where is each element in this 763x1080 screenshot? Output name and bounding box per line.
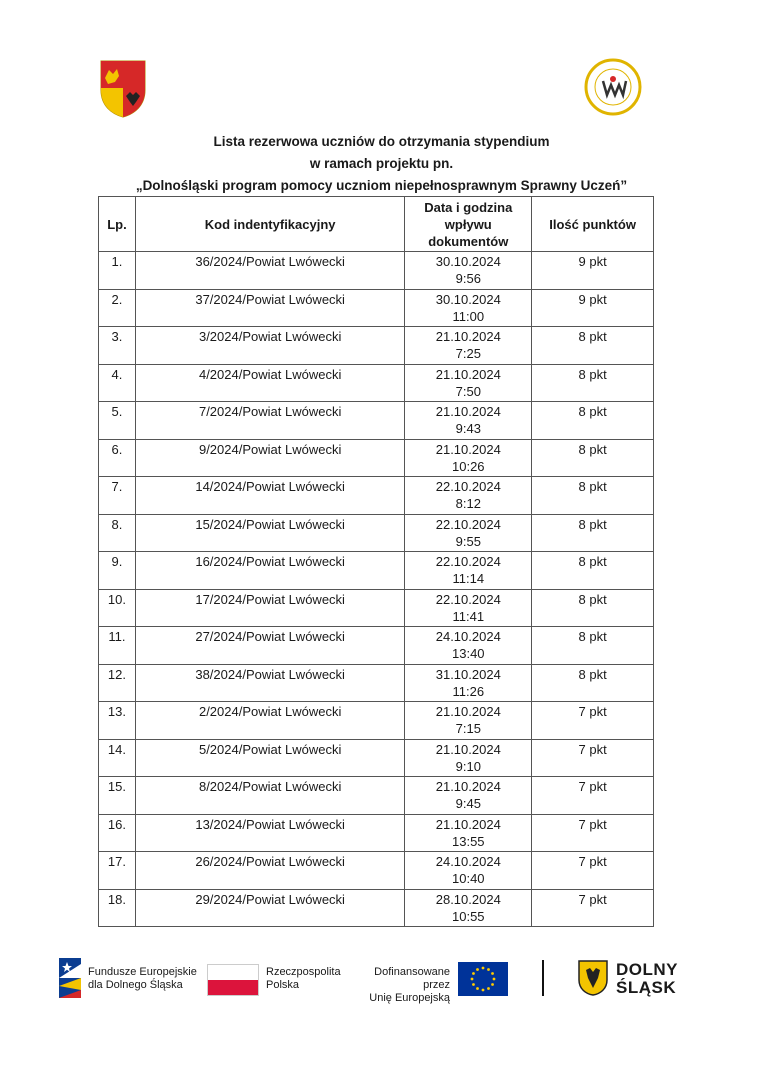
row-lp	[99, 889, 136, 927]
row-kod	[135, 702, 404, 740]
row-lp	[99, 364, 136, 402]
row-date-time-date: 21.10.2024	[435, 704, 501, 719]
row-date-time	[405, 252, 532, 290]
row-pkt	[532, 552, 654, 590]
table-row	[99, 627, 654, 665]
european-funds-text	[88, 966, 197, 992]
row-date-time-time: 11:41	[452, 608, 485, 624]
dolny-slask-text	[616, 961, 678, 997]
row-kod	[135, 814, 404, 852]
header-data-line-1: Data i godzina	[424, 199, 513, 215]
row-pkt	[532, 777, 654, 815]
row-date-time-date: 21.10.2024	[435, 816, 501, 832]
row-lp	[99, 664, 136, 702]
row-pkt	[532, 327, 654, 365]
row-kod-kod: 16/2024/Powiat Lwówecki	[195, 554, 345, 569]
row-date-time-date: 30.10.2024	[435, 291, 501, 307]
table-row	[99, 702, 654, 740]
row-kod-kod: 8/2024/Powiat Lwówecki	[198, 779, 342, 794]
header-data	[405, 197, 532, 252]
row-pkt	[532, 814, 654, 852]
row-kod	[135, 252, 404, 290]
table-row	[99, 364, 654, 402]
row-date-time-time: 13:40	[452, 646, 485, 661]
row-lp-lp: 8.	[111, 516, 123, 532]
row-pkt	[532, 364, 654, 402]
dolny-slask-line-1: DOLNY	[616, 960, 678, 979]
row-date-time-time: 11:14	[452, 571, 485, 586]
row-date-time-time: 10:26	[452, 458, 485, 474]
row-date-time	[405, 702, 532, 740]
row-date-time-date: 21.10.2024	[435, 741, 501, 757]
header-kod: Kod indentyfikacyjny	[135, 197, 404, 252]
row-kod	[135, 514, 404, 552]
table-row	[99, 814, 654, 852]
row-kod-kod: 5/2024/Powiat Lwówecki	[198, 741, 342, 757]
row-lp	[99, 589, 136, 627]
row-pkt-pkt: 8 pkt	[578, 441, 607, 457]
rzeczpospolita-line-1: Rzeczpospolita	[266, 966, 341, 978]
row-kod	[135, 402, 404, 440]
european-funds-line-2: dla Dolnego Śląska	[88, 979, 183, 991]
row-date-time-date: 21.10.2024	[435, 779, 501, 794]
polish-flag-icon	[207, 964, 259, 996]
row-pkt-pkt: 8 pkt	[578, 629, 607, 644]
row-lp	[99, 439, 136, 477]
eu-funding-line-2: Unię Europejską	[369, 992, 450, 1004]
eu-flag-icon	[458, 962, 508, 996]
row-kod	[135, 552, 404, 590]
row-lp-lp: 1.	[111, 254, 123, 269]
row-pkt	[532, 889, 654, 927]
header-data-line-3: dokumentów	[428, 233, 509, 249]
row-lp	[99, 552, 136, 590]
row-lp-lp: 9.	[111, 554, 123, 569]
row-kod	[135, 477, 404, 515]
row-pkt	[532, 739, 654, 777]
row-lp-lp: 12.	[107, 666, 126, 682]
row-kod-kod: 27/2024/Powiat Lwówecki	[195, 629, 345, 644]
row-date-time-time: 10:55	[452, 908, 485, 924]
row-kod	[135, 664, 404, 702]
row-pkt	[532, 852, 654, 890]
row-date-time	[405, 514, 532, 552]
row-kod-kod: 17/2024/Powiat Lwówecki	[195, 591, 345, 607]
document-title-line-2: w ramach projektu pn.	[309, 156, 454, 171]
row-pkt-pkt: 8 pkt	[578, 329, 607, 344]
table-row	[99, 514, 654, 552]
row-pkt-pkt: 8 pkt	[578, 366, 607, 382]
row-kod	[135, 889, 404, 927]
powiat-coat-of-arms-icon	[100, 60, 146, 118]
row-kod-kod: 14/2024/Powiat Lwówecki	[195, 479, 345, 494]
row-lp-lp: 7.	[111, 479, 123, 494]
dolny-slask-line-2: ŚLĄSK	[616, 978, 677, 997]
row-pkt-pkt: 7 pkt	[578, 741, 607, 757]
row-kod-kod: 37/2024/Powiat Lwówecki	[195, 291, 345, 307]
row-pkt	[532, 702, 654, 740]
eu-star-icon	[472, 972, 475, 975]
row-date-time	[405, 739, 532, 777]
table-row	[99, 777, 654, 815]
row-kod-kod: 7/2024/Powiat Lwówecki	[198, 404, 342, 419]
row-kod	[135, 739, 404, 777]
table-row	[99, 739, 654, 777]
row-date-time	[405, 552, 532, 590]
row-pkt	[532, 402, 654, 440]
row-date-time-time: 10:40	[452, 871, 485, 886]
row-kod-kod: 26/2024/Powiat Lwówecki	[195, 854, 345, 869]
row-pkt-pkt: 9 pkt	[578, 291, 607, 307]
row-date-time	[405, 364, 532, 402]
table-row	[99, 589, 654, 627]
row-date-time-date: 21.10.2024	[435, 329, 501, 344]
row-date-time-time: 8:12	[455, 496, 481, 511]
table-row	[99, 252, 654, 290]
eu-star-icon	[482, 989, 485, 992]
row-kod	[135, 327, 404, 365]
row-date-time-date: 28.10.2024	[435, 891, 501, 907]
row-date-time	[405, 477, 532, 515]
row-lp-lp: 17.	[107, 854, 126, 869]
row-pkt-pkt: 8 pkt	[578, 666, 607, 682]
row-date-time-date: 24.10.2024	[435, 629, 501, 644]
row-lp	[99, 514, 136, 552]
row-date-time-time: 9:43	[455, 421, 481, 436]
row-date-time	[405, 852, 532, 890]
table-header-row	[99, 197, 654, 252]
table-row	[99, 402, 654, 440]
eu-star-icon	[482, 967, 485, 970]
table-row	[99, 439, 654, 477]
reserve-list-table	[98, 196, 654, 927]
row-lp-lp: 3.	[111, 329, 123, 344]
row-date-time-time: 7:25	[455, 346, 481, 361]
row-date-time	[405, 402, 532, 440]
row-date-time-date: 21.10.2024	[435, 404, 501, 419]
rzeczpospolita-text	[266, 966, 341, 992]
row-lp	[99, 477, 136, 515]
row-kod-kod: 36/2024/Powiat Lwówecki	[195, 254, 345, 269]
social-policy-centre-seal-icon	[584, 58, 642, 116]
row-date-time-time: 7:50	[455, 383, 481, 399]
row-date-time-date: 22.10.2024	[435, 516, 501, 532]
row-date-time-time: 11:26	[452, 683, 485, 699]
eu-star-icon	[487, 987, 490, 990]
row-lp-lp: 4.	[111, 366, 123, 382]
row-lp	[99, 852, 136, 890]
eu-star-icon	[476, 968, 479, 971]
row-pkt	[532, 514, 654, 552]
row-pkt-pkt: 8 pkt	[578, 479, 607, 494]
row-date-time-date: 31.10.2024	[435, 666, 501, 682]
row-date-time-time: 9:56	[455, 271, 481, 286]
row-kod	[135, 777, 404, 815]
row-date-time-date: 22.10.2024	[435, 591, 501, 607]
row-kod	[135, 627, 404, 665]
eu-star-icon	[493, 978, 496, 981]
eu-star-icon	[491, 983, 494, 986]
row-lp	[99, 777, 136, 815]
row-lp	[99, 289, 136, 327]
row-date-time	[405, 439, 532, 477]
row-pkt	[532, 477, 654, 515]
row-date-time-time: 7:15	[455, 721, 481, 736]
header-lp: Lp.	[99, 197, 136, 252]
row-pkt-pkt: 7 pkt	[578, 779, 607, 794]
row-pkt-pkt: 7 pkt	[578, 891, 607, 907]
row-lp-lp: 15.	[107, 779, 126, 794]
row-lp-lp: 13.	[107, 704, 126, 719]
table-row	[99, 552, 654, 590]
row-kod	[135, 289, 404, 327]
table-row	[99, 327, 654, 365]
row-date-time	[405, 889, 532, 927]
row-lp-lp: 10.	[107, 591, 126, 607]
row-kod	[135, 439, 404, 477]
row-lp-lp: 14.	[107, 741, 126, 757]
header-data-line-2: wpływu	[444, 216, 492, 232]
row-date-time	[405, 777, 532, 815]
table-row	[99, 477, 654, 515]
eu-funding-text	[352, 966, 450, 1005]
row-kod	[135, 852, 404, 890]
row-date-time-time: 9:55	[455, 533, 481, 549]
row-kod-kod: 13/2024/Powiat Lwówecki	[195, 816, 345, 832]
row-date-time-date: 24.10.2024	[435, 854, 501, 869]
row-pkt	[532, 439, 654, 477]
row-lp-lp: 18.	[107, 891, 126, 907]
european-funds-logo-icon	[57, 956, 83, 1000]
row-pkt	[532, 252, 654, 290]
row-date-time-date: 22.10.2024	[435, 554, 501, 569]
row-pkt-pkt: 8 pkt	[578, 591, 607, 607]
row-kod-kod: 15/2024/Powiat Lwówecki	[195, 516, 345, 532]
row-date-time-date: 21.10.2024	[435, 441, 501, 457]
row-date-time-date: 21.10.2024	[435, 366, 501, 382]
row-pkt	[532, 664, 654, 702]
row-date-time	[405, 664, 532, 702]
eu-star-icon	[491, 972, 494, 975]
row-lp-lp: 6.	[111, 441, 123, 457]
row-lp-lp: 2.	[111, 291, 123, 307]
row-lp-lp: 5.	[111, 404, 123, 419]
row-date-time-time: 9:10	[455, 758, 481, 774]
row-date-time-time: 11:00	[452, 308, 485, 324]
row-kod-kod: 2/2024/Powiat Lwówecki	[198, 704, 342, 719]
european-funds-line-1: Fundusze Europejskie	[88, 966, 197, 978]
row-lp	[99, 627, 136, 665]
eu-star-icon	[471, 978, 474, 981]
rzeczpospolita-line-2: Polska	[266, 979, 300, 991]
eu-star-icon	[472, 983, 475, 986]
row-lp	[99, 252, 136, 290]
row-date-time	[405, 627, 532, 665]
table-row	[99, 664, 654, 702]
dolny-slask-eagle-icon	[578, 960, 608, 996]
table-row	[99, 889, 654, 927]
table-row	[99, 289, 654, 327]
project-name: „Dolnośląski program pomocy uczniom niepełnosprawnym Sprawny Uczeń”	[135, 178, 628, 193]
row-lp	[99, 327, 136, 365]
row-pkt-pkt: 7 pkt	[578, 704, 607, 719]
row-date-time	[405, 589, 532, 627]
row-kod-kod: 4/2024/Powiat Lwówecki	[198, 366, 342, 382]
eu-funding-line-1: Dofinansowane przez	[374, 966, 450, 991]
header-pkt: Ilość punktów	[532, 197, 654, 252]
row-pkt-pkt: 8 pkt	[578, 516, 607, 532]
row-pkt-pkt: 7 pkt	[578, 854, 607, 869]
row-kod-kod: 3/2024/Powiat Lwówecki	[198, 329, 342, 344]
row-kod-kod: 9/2024/Powiat Lwówecki	[198, 441, 342, 457]
row-pkt	[532, 289, 654, 327]
row-pkt	[532, 627, 654, 665]
row-lp	[99, 702, 136, 740]
row-lp	[99, 739, 136, 777]
row-pkt-pkt: 7 pkt	[578, 816, 607, 832]
row-kod	[135, 364, 404, 402]
row-date-time	[405, 814, 532, 852]
row-lp-lp: 11.	[108, 629, 126, 644]
table-row	[99, 852, 654, 890]
eu-star-icon	[487, 968, 490, 971]
row-pkt-pkt: 8 pkt	[578, 404, 607, 419]
row-pkt	[532, 589, 654, 627]
row-pkt-pkt: 8 pkt	[578, 554, 607, 569]
row-lp	[99, 814, 136, 852]
row-lp-lp: 16.	[107, 816, 126, 832]
row-date-time-time: 13:55	[452, 833, 485, 849]
row-pkt-pkt: 9 pkt	[578, 254, 607, 269]
document-title-line-1: Lista rezerwowa uczniów do otrzymania stypendium	[213, 134, 550, 149]
footer-divider	[542, 960, 544, 996]
row-date-time-date: 30.10.2024	[435, 254, 501, 269]
row-lp	[99, 402, 136, 440]
row-kod-kod: 29/2024/Powiat Lwówecki	[195, 891, 345, 907]
row-kod	[135, 589, 404, 627]
row-date-time-date: 22.10.2024	[435, 479, 501, 494]
row-date-time-time: 9:45	[455, 796, 481, 811]
row-date-time	[405, 327, 532, 365]
eu-star-icon	[476, 987, 479, 990]
row-date-time	[405, 289, 532, 327]
footer-logos	[0, 952, 763, 1012]
row-kod-kod: 38/2024/Powiat Lwówecki	[195, 666, 345, 682]
